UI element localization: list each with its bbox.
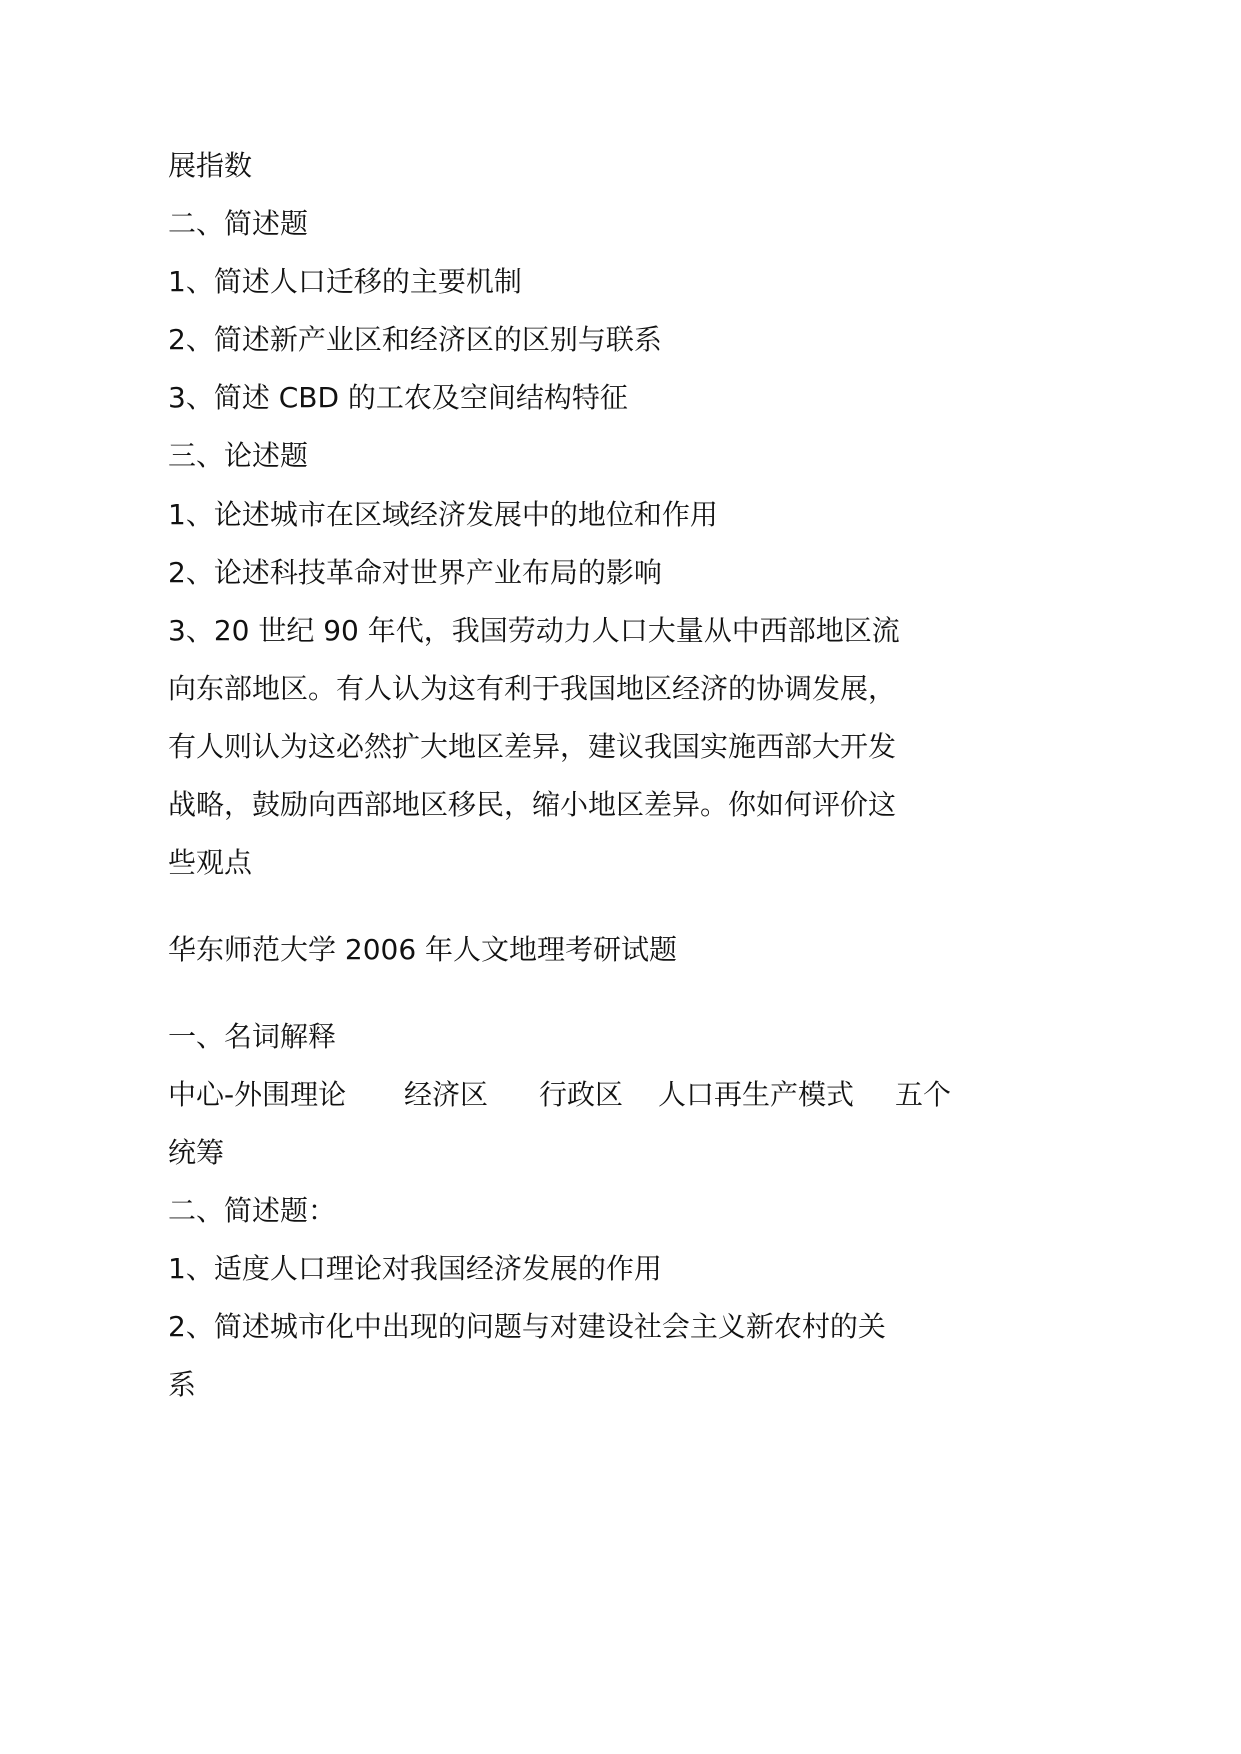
term-item: 经济区 xyxy=(404,1078,489,1111)
essay-item-3-line: 向东部地区。有人认为这有利于我国地区经济的协调发展， xyxy=(168,672,897,705)
essay-item-3-line: 有人则认为这必然扩大地区差异，建议我国实施西部大开发 xyxy=(168,730,897,763)
short-answer-item: 1、简述人口迁移的主要机制 xyxy=(168,265,522,298)
terms-continued: 统筹 xyxy=(168,1136,225,1169)
essay-heading: 三、论述题 xyxy=(168,439,309,472)
short-answer-item: 3、简述 CBD 的工农及空间结构特征 xyxy=(168,381,628,414)
short-answer-item-2-cont: 系 xyxy=(168,1368,197,1401)
essay-item: 1、论述城市在区域经济发展中的地位和作用 xyxy=(168,498,718,531)
essay-item: 2、论述科技革命对世界产业布局的影响 xyxy=(168,556,662,589)
short-answer-heading-2: 二、简述题： xyxy=(168,1194,337,1227)
essay-item-3-line: 些观点 xyxy=(168,846,253,879)
essay-item-3-line: 3、20 世纪 90 年代，我国劳动力人口大量从中西部地区流 xyxy=(168,614,900,647)
term-item: 五个 xyxy=(895,1078,952,1111)
exam-title: 华东师范大学 2006 年人文地理考研试题 xyxy=(168,933,678,966)
essay-item-3-line: 战略，鼓励向西部地区移民，缩小地区差异。你如何评价这 xyxy=(168,788,897,821)
short-answer-heading: 二、简述题 xyxy=(168,207,309,240)
terms-heading: 一、名词解释 xyxy=(168,1020,337,1053)
fragment-line: 展指数 xyxy=(168,149,253,182)
term-item: 中心-外围理论 xyxy=(168,1078,347,1111)
short-answer-item: 2、简述新产业区和经济区的区别与联系 xyxy=(168,323,662,356)
term-item: 人口再生产模式 xyxy=(658,1078,855,1111)
term-item: 行政区 xyxy=(539,1078,624,1111)
short-answer-item-2: 2、简述城市化中出现的问题与对建设社会主义新农村的关 xyxy=(168,1310,886,1343)
short-answer-item-2: 1、适度人口理论对我国经济发展的作用 xyxy=(168,1252,662,1285)
